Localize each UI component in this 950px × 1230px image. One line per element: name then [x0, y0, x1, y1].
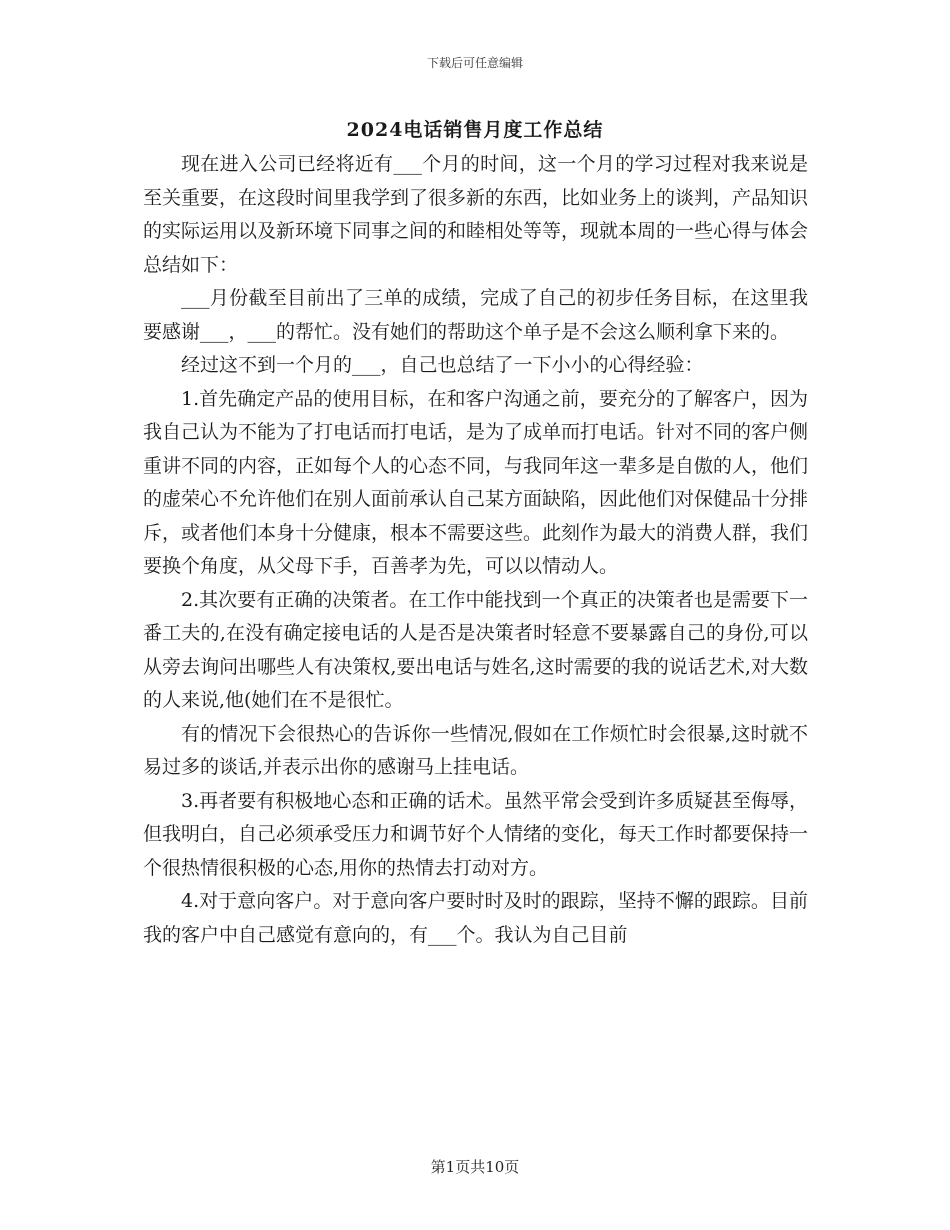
- paragraph-summary-lead: 经过这不到一个月的___，自己也总结了一下小小的心得经验：: [181, 354, 704, 376]
- paragraph-point-2: 2.其次要有正确的决策者。在工作中能找到一个真正的决策者也是需要下一番工夫的,在没有确定接电话的人是否是决策者时轻意不要暴露自己的身份,可以从旁去询问出哪些人有决策权,要出电话与姓名,这时需要的我的说话艺术,对大数的人来说,他(她们在不是很忙。: [143, 588, 808, 711]
- document-title: 2024电话销售月度工作总结: [346, 119, 604, 141]
- paragraph-point-1: 1.首先确定产品的使用目标，在和客户沟通之前，要充分的了解客户，因为我自己认为不能为了打电话而打电话，是为了成单而打电话。针对不同的客户侧重讲不同的内容，正如每个人的心态不同，与我同年这一辈多是自傲的人，他们的虚荣心不允许他们在别人面前承认自己某方面缺陷，因此他们对保健品十分排斥，或者他们本身十分健康，根本不需要这些。此刻作为最大的消费人群，我们要换个角度，从父母下手，百善孝为先，可以以情动人。: [143, 387, 809, 577]
- paragraph-point-3: 3.再者要有积极地心态和正确的话术。虽然平常会受到许多质疑甚至侮辱，但我明白，自己必须承受压力和调节好个人情绪的变化，每天工作时都要保持一个很热情很积极的心态,用你的热情去打动对方。: [143, 789, 809, 879]
- page-number-footer: 第1页共10页: [430, 1158, 520, 1176]
- paragraph-intro: 现在进入公司已经将近有___个月的时间，这一个月的学习过程对我来说是至关重要，在这段时间里我学到了很多新的东西，比如业务上的谈判，产品知识的实际运用以及新环境下同事之间的和睦相处等等，现就本周的一些心得与体会总结如下：: [143, 153, 809, 276]
- paragraph-point-2-cont: 有的情况下会很热心的告诉你一些情况,假如在工作烦忙时会很暴,这时就不易过多的谈话,并表示出你的感谢马上挂电话。: [143, 722, 808, 778]
- paragraph-point-4: 4.对于意向客户。对于意向客户要时时及时的跟踪，坚持不懈的跟踪。目前我的客户中自己感觉有意向的，有___个。我认为自己目前: [143, 890, 808, 946]
- document-body: [143, 148, 808, 952]
- paragraph-results: ___月份截至目前出了三单的成绩，完成了自己的初步任务目标，在这里我要感谢___，___的帮忙。没有她们的帮助这个单子是不会这么顺利拿下来的。: [143, 287, 808, 343]
- header-note: 下载后可任意编辑: [426, 56, 523, 70]
